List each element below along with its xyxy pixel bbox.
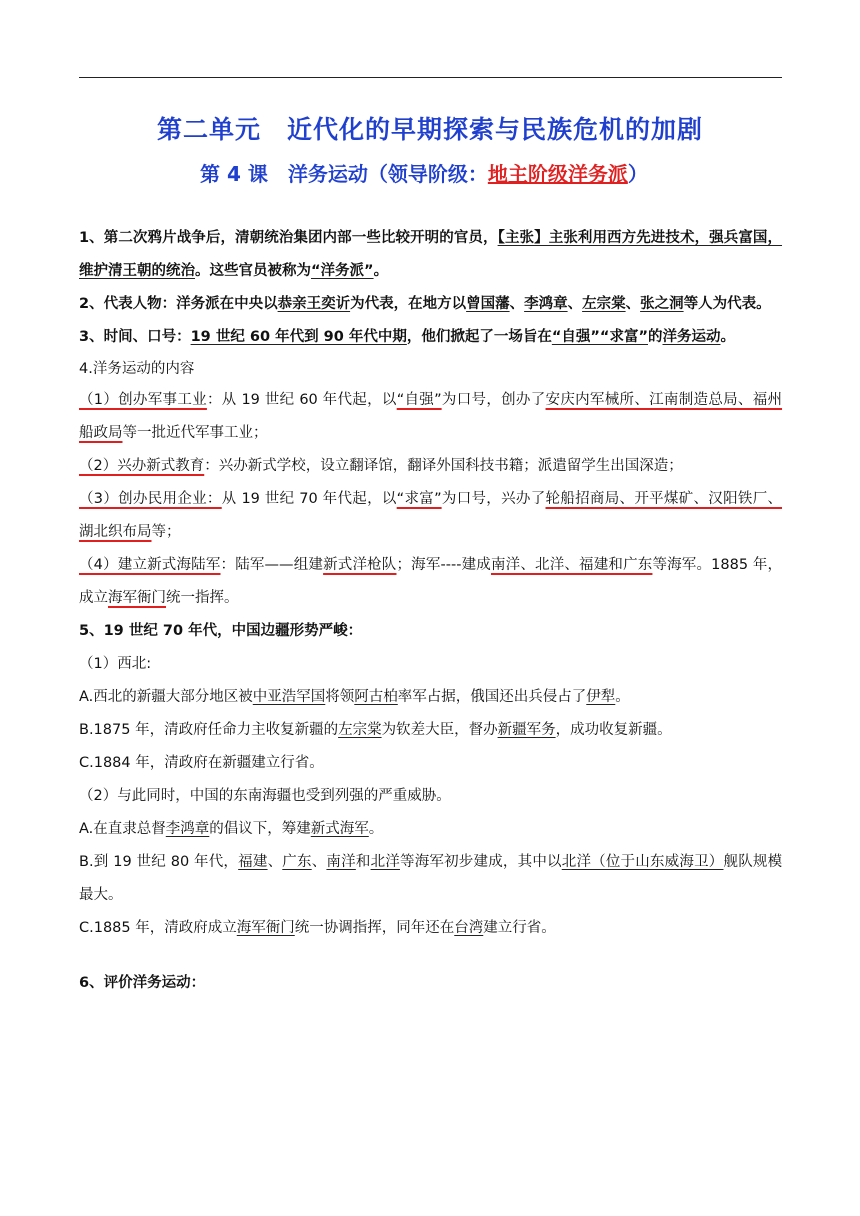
text: 1、第二次鸦片战争后，清朝统治集团内部一些比较开明的官员， [79, 230, 498, 246]
underlined-text: 李鸿章 [165, 821, 210, 837]
underlined-text: 台湾 [454, 920, 484, 936]
text: 。 [615, 689, 630, 705]
underlined-text: 左宗棠 [338, 722, 382, 738]
section-5-title: 5、19 世纪 70 年代，中国边疆形势严峻： [79, 623, 363, 639]
document-body [79, 222, 782, 1000]
section-6-title: 6、评价洋务运动： [79, 975, 206, 991]
lesson-title-suffix: ） [627, 162, 648, 186]
section-4-item-3 [79, 483, 782, 549]
text: A.西北的新疆大部分地区被 [79, 689, 253, 705]
red-underlined-text: 南洋、北洋、福建和广东 [490, 557, 653, 573]
text: 。这些官员被称为 [195, 263, 311, 279]
section-4-title: 4.洋务运动的内容 [79, 361, 195, 377]
lesson-title-prefix: 第 4 课 洋务运动（领导阶级： [200, 162, 488, 186]
text: 。 [373, 263, 389, 279]
text: 的 [648, 329, 663, 345]
text: 等； [151, 524, 181, 540]
underlined-text: 南洋 [326, 854, 356, 870]
red-underlined-text: （2）兴办新式教育 [79, 458, 205, 474]
text: 为钦差大臣，督办 [381, 722, 498, 738]
underlined-text: 张之洞 [640, 296, 684, 312]
text: 、 [267, 854, 283, 870]
text: 统一指挥。 [166, 590, 239, 606]
text: 、 [509, 296, 525, 312]
text: 3、时间、口号： [79, 329, 191, 345]
text: 率军占据，俄国还出兵侵占了 [397, 689, 587, 705]
underlined-text: 恭亲王奕䜣 [277, 296, 351, 312]
section-5-se-b [79, 846, 782, 912]
text: 。 [368, 821, 384, 837]
text: 建立行省。 [483, 920, 556, 936]
text: 为代表，在地方以 [350, 296, 467, 312]
text: ，成功收复新疆。 [555, 722, 672, 738]
underlined-text: 左宗棠 [582, 296, 626, 312]
underlined-text: 北洋（位于山东威海卫） [561, 854, 724, 870]
text: 。 [720, 329, 735, 345]
text: 将领 [325, 689, 355, 705]
lesson-title-highlight: 地主阶级洋务派 [487, 162, 628, 186]
text: 、 [567, 296, 583, 312]
text: ：兴办新式学校，设立翻译馆，翻译外国科技书籍；派遣留学生出国深造； [204, 458, 683, 474]
text: 、 [625, 296, 641, 312]
underlined-text: 中亚浩罕国 [252, 689, 326, 705]
underlined-text: 新疆军务 [497, 722, 556, 738]
text: 等人为代表。 [683, 296, 771, 312]
section-5-southeast: （2）与此同时，中国的东南海疆也受到列强的严重威胁。 [79, 788, 451, 804]
red-underlined-text: 安庆内军械所、江南制造总局、福州船政局 [79, 392, 783, 441]
unit-title: 第二单元 近代化的早期探索与民族危机的加剧 [156, 115, 703, 144]
underlined-text: 19 世纪 60 年代到 90 年代中期 [190, 329, 407, 345]
red-underlined-text: （4）建立新式海陆军 [79, 557, 221, 573]
red-underlined-text: “自强” [396, 392, 442, 408]
section-5-nw-c: C.1884 年，清政府在新疆建立行省。 [79, 755, 324, 771]
text: ：从 19 世纪 60 年代起，以 [206, 392, 397, 408]
text: 和 [355, 854, 371, 870]
section-1 [79, 222, 782, 288]
underlined-text: 阿古柏 [354, 689, 398, 705]
text: 为口号，创办了 [441, 392, 546, 408]
section-5-se-c [79, 912, 782, 945]
text: 、 [311, 854, 327, 870]
lesson-title [200, 158, 648, 187]
section-5-nw-a [79, 681, 782, 714]
section-4-item-2 [79, 450, 782, 483]
red-underlined-text: 新式洋枪队 [323, 557, 397, 573]
text: ：陆军——组建 [220, 557, 324, 573]
red-underlined-text: “求富” [396, 491, 442, 507]
text: 等海军初步建成，其中以 [399, 854, 562, 870]
red-underlined-text: 轮船招商局、开平煤矿、汉阳铁厂、湖北织布局 [79, 491, 783, 540]
underlined-text: 海军衙门 [236, 920, 295, 936]
section-3 [79, 321, 782, 354]
section-5-nw-b [79, 714, 782, 747]
header-rule [79, 77, 782, 78]
section-4-item-1 [79, 384, 782, 450]
red-underlined-text: （1）创办军事工业 [79, 392, 207, 408]
spacer [79, 945, 782, 967]
text: 等海军。1885 年，成立 [79, 557, 783, 606]
underlined-text: 福建 [238, 854, 268, 870]
text: 等一批近代军事工业； [122, 425, 268, 441]
text: A.在直隶总督 [79, 821, 166, 837]
text: B.1875 年，清政府任命力主收复新疆的 [79, 722, 339, 738]
underlined-text: “自强”“求富” [551, 329, 648, 345]
text: 统一协调指挥，同年还在 [294, 920, 455, 936]
text: 的倡议下，筹建 [209, 821, 311, 837]
underlined-text: 【主张】主张利用西方先进技术，强兵富国，维护清王朝的统治 [79, 230, 783, 279]
underlined-text: 广东 [282, 854, 312, 870]
section-4-item-4 [79, 549, 782, 615]
underlined-text: 李鸿章 [524, 296, 568, 312]
underlined-text: 曾国藩 [466, 296, 510, 312]
section-5-northwest: （1）西北: [79, 656, 152, 672]
red-underlined-text: 海军衙门 [108, 590, 166, 606]
underlined-text: 北洋 [370, 854, 400, 870]
underlined-text: 新式海军 [310, 821, 369, 837]
text: B.到 19 世纪 80 年代， [79, 854, 239, 870]
text: ，他们掀起了一场旨在 [406, 329, 552, 345]
text: ；海军----建成 [396, 557, 491, 573]
text: 为口号，兴办了 [441, 491, 546, 507]
text: 2、代表人物：洋务派在中央以 [79, 296, 278, 312]
underlined-text: 伊犁 [586, 689, 616, 705]
text: C.1885 年，清政府成立 [79, 920, 237, 936]
underlined-text: 洋务运动 [662, 329, 721, 345]
red-underlined-text: （3）创办民用企业： [79, 491, 222, 507]
section-5-se-a [79, 813, 782, 846]
underlined-text: “洋务派” [311, 263, 374, 279]
section-2 [79, 288, 782, 321]
text: 舰队规模最大。 [79, 854, 783, 903]
text: 从 19 世纪 70 年代起，以 [221, 491, 397, 507]
